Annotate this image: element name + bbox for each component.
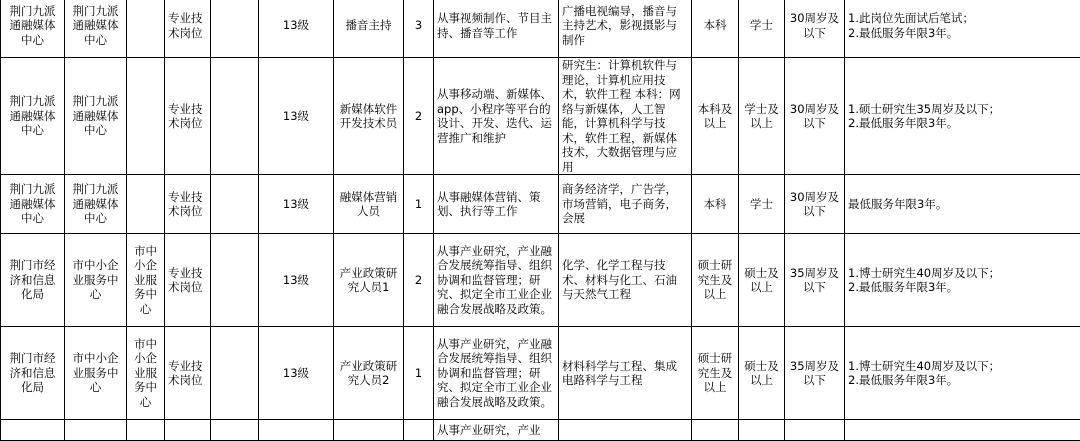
duty-cell: 从事产业研究，产业 bbox=[434, 420, 559, 441]
post-name-cell: 新媒体软件开发技术员 bbox=[334, 58, 404, 175]
unit-cell: 市中小企业服务中心 bbox=[65, 234, 127, 327]
dept-cell: 荆门九派通融媒体中心 bbox=[1, 0, 65, 58]
note-line-1: 1.此岗位先面试后笔试； bbox=[848, 11, 1077, 26]
degree-cell: 硕士及以上 bbox=[739, 234, 785, 327]
post-type-cell: 专业技术岗位 bbox=[165, 58, 211, 175]
major-cell: 材料科学与工程、集成电路科学与工程 bbox=[559, 327, 692, 420]
sub-unit-cell: 市中小企业服务中心 bbox=[127, 234, 165, 327]
major-cell: 广播电视编导，播音与主持艺术，影视摄影与制作 bbox=[559, 0, 692, 58]
duty-cell: 从事视频制作、节目主持、播音等工作 bbox=[434, 0, 559, 58]
sub-unit-cell bbox=[127, 175, 165, 234]
level-cell: 13级 bbox=[259, 327, 334, 420]
blank-cell bbox=[211, 175, 259, 234]
unit-cell: 荆门九派通融媒体中心 bbox=[65, 0, 127, 58]
education-cell: 硕士研究生及以上 bbox=[692, 234, 739, 327]
unit-cell: 市中小企业服务中心 bbox=[65, 327, 127, 420]
level-cell: 13级 bbox=[259, 0, 334, 58]
level-cell bbox=[259, 420, 334, 441]
dept-cell: 荆门市经济和信息化局 bbox=[1, 234, 65, 327]
note-line-1: 1.博士研究生40周岁及以下； bbox=[848, 359, 1077, 374]
age-cell: 35周岁及以下 bbox=[785, 327, 845, 420]
note-cell bbox=[845, 175, 1080, 234]
count-cell: 2 bbox=[404, 234, 434, 327]
note-line-1: 1.博士研究生40周岁及以下； bbox=[848, 266, 1077, 281]
duty-cell: 从事移动端、新媒体、app、小程序等平台的设计、开发、迭代、运营推广和维护 bbox=[434, 58, 559, 175]
count-cell: 1 bbox=[404, 327, 434, 420]
note-cell bbox=[845, 0, 1080, 58]
note-line-1: 1.硕士研究生35周岁及以下； bbox=[848, 102, 1077, 117]
table-row bbox=[1, 175, 1080, 234]
post-name-cell: 产业政策研究人员2 bbox=[334, 327, 404, 420]
age-cell: 30周岁及以下 bbox=[785, 175, 845, 234]
table-row bbox=[1, 234, 1080, 327]
education-cell: 硕士研究生及以上 bbox=[692, 327, 739, 420]
post-name-cell bbox=[334, 420, 404, 441]
count-cell: 3 bbox=[404, 0, 434, 58]
blank-cell bbox=[211, 327, 259, 420]
blank-cell bbox=[211, 0, 259, 58]
level-cell: 13级 bbox=[259, 58, 334, 175]
duty-cell: 从事产业研究，产业融合发展统筹指导、组织协调和监督管理；研究、拟定全市工业企业融合发展战略及政策。 bbox=[434, 327, 559, 420]
note-cell bbox=[845, 327, 1080, 420]
education-cell: 本科 bbox=[692, 175, 739, 234]
dept-cell: 荆门九派通融媒体中心 bbox=[1, 58, 65, 175]
post-type-cell: 专业技术岗位 bbox=[165, 175, 211, 234]
table-row bbox=[1, 0, 1080, 58]
table-row bbox=[1, 327, 1080, 420]
degree-cell: 学士 bbox=[739, 0, 785, 58]
blank-cell bbox=[211, 420, 259, 441]
blank-cell bbox=[211, 58, 259, 175]
note-line-2: 2.最低服务年限3年。 bbox=[848, 280, 1077, 295]
unit-cell: 荆门九派通融媒体中心 bbox=[65, 58, 127, 175]
level-cell: 13级 bbox=[259, 175, 334, 234]
education-cell: 本科 bbox=[692, 0, 739, 58]
unit-cell bbox=[65, 420, 127, 441]
note-line-2: 2.最低服务年限3年。 bbox=[848, 116, 1077, 131]
sub-unit-cell: 市中小企业服务中心 bbox=[127, 327, 165, 420]
post-name-cell: 融媒体营销人员 bbox=[334, 175, 404, 234]
sub-unit-cell bbox=[127, 420, 165, 441]
degree-cell: 硕士及以上 bbox=[739, 327, 785, 420]
post-name-cell: 播音主持 bbox=[334, 0, 404, 58]
sub-unit-cell bbox=[127, 0, 165, 58]
note-cell bbox=[845, 420, 1080, 441]
major-cell bbox=[559, 420, 692, 441]
post-type-cell bbox=[165, 420, 211, 441]
count-cell: 2 bbox=[404, 58, 434, 175]
degree-cell: 学士及以上 bbox=[739, 58, 785, 175]
level-cell: 13级 bbox=[259, 234, 334, 327]
unit-cell: 荆门九派通融媒体中心 bbox=[65, 175, 127, 234]
education-cell bbox=[692, 420, 739, 441]
note-cell bbox=[845, 58, 1080, 175]
post-type-cell: 专业技术岗位 bbox=[165, 327, 211, 420]
post-type-cell: 专业技术岗位 bbox=[165, 234, 211, 327]
count-cell bbox=[404, 420, 434, 441]
major-cell: 研究生：计算机软件与理论，计算机应用技术，软件工程 本科：网络与新媒体，人工智能，计算机科学与技术，软件工程，新媒体技术，大数据管理与应用 bbox=[559, 58, 692, 175]
major-cell: 商务经济学，广告学，市场营销，电子商务，会展 bbox=[559, 175, 692, 234]
age-cell: 30周岁及以下 bbox=[785, 0, 845, 58]
dept-cell: 荆门市经济和信息化局 bbox=[1, 327, 65, 420]
sub-unit-cell bbox=[127, 58, 165, 175]
major-cell: 化学、化学工程与技术、材料与化工、石油与天然气工程 bbox=[559, 234, 692, 327]
degree-cell: 学士 bbox=[739, 175, 785, 234]
age-cell bbox=[785, 420, 845, 441]
post-name-cell: 产业政策研究人员1 bbox=[334, 234, 404, 327]
duty-cell: 从事融媒体营销、策划、执行等工作 bbox=[434, 175, 559, 234]
note-line-1: 最低服务年限3年。 bbox=[848, 197, 1077, 212]
count-cell: 1 bbox=[404, 175, 434, 234]
note-cell bbox=[845, 234, 1080, 327]
table-row bbox=[1, 58, 1080, 175]
duty-cell: 从事产业研究，产业融合发展统筹指导、组织协调和监督管理；研究、拟定全市工业企业融合发展战略及政策。 bbox=[434, 234, 559, 327]
degree-cell bbox=[739, 420, 785, 441]
table-row bbox=[1, 420, 1080, 441]
age-cell: 35周岁及以下 bbox=[785, 234, 845, 327]
age-cell: 30周岁及以下 bbox=[785, 58, 845, 175]
dept-cell: 荆门九派通融媒体中心 bbox=[1, 175, 65, 234]
education-cell: 本科及以上 bbox=[692, 58, 739, 175]
post-type-cell: 专业技术岗位 bbox=[165, 0, 211, 58]
note-line-2: 2.最低服务年限3年。 bbox=[848, 26, 1077, 41]
note-line-2: 2.最低服务年限3年。 bbox=[848, 373, 1077, 388]
blank-cell bbox=[211, 234, 259, 327]
dept-cell bbox=[1, 420, 65, 441]
